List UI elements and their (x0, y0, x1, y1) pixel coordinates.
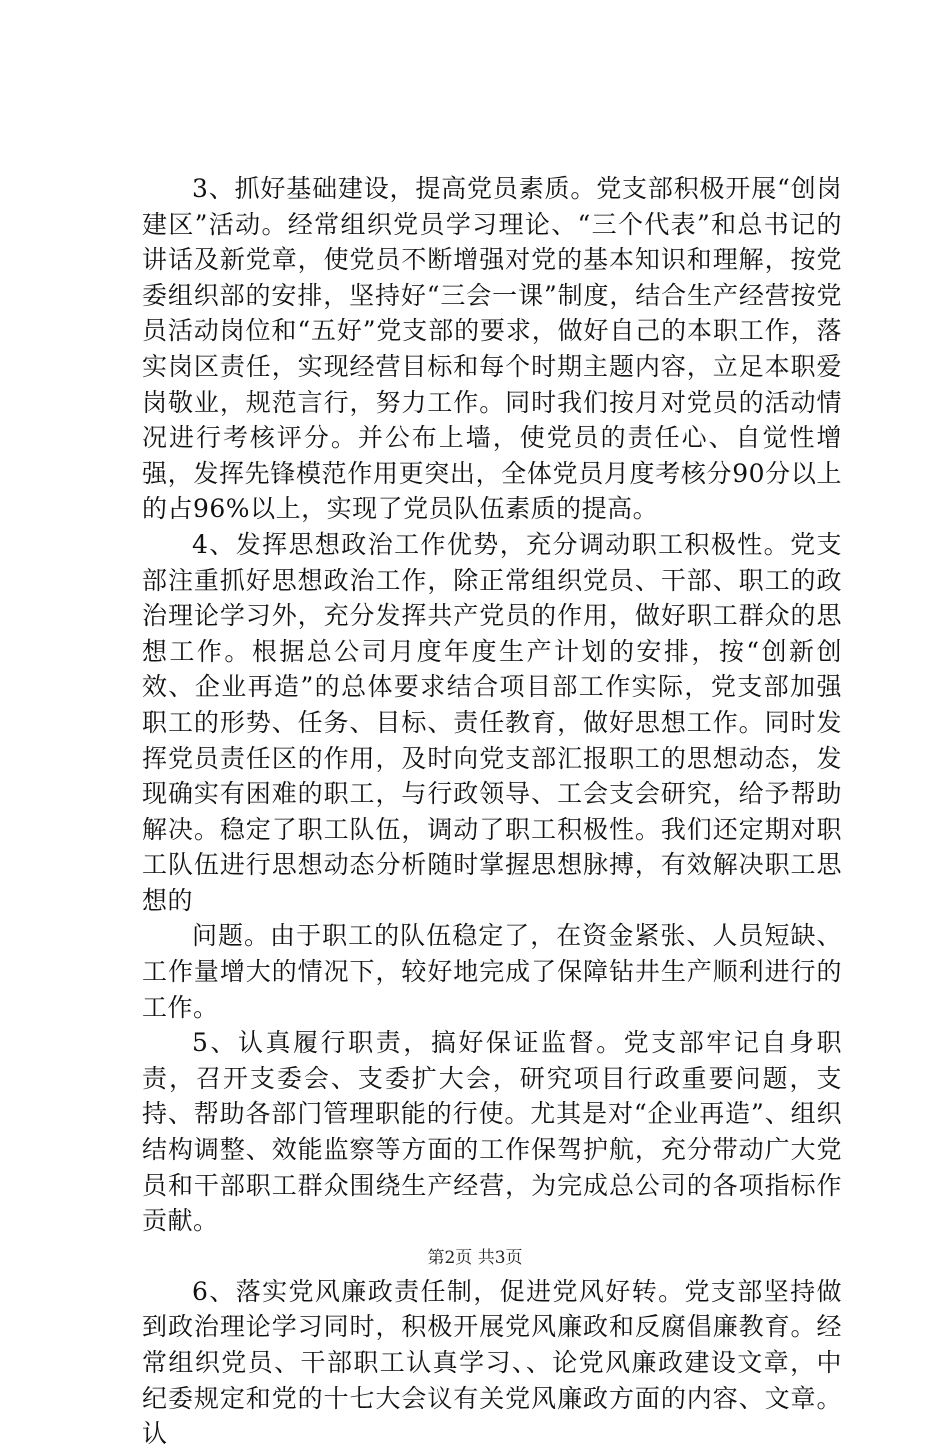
paragraph-4: 4、发挥思想政治工作优势，充分调动职工积极性。党支部注重抓好思想政治工作，除正常组织党员、干部、职工的政治理论学习外，充分发挥共产党员的作用，做好职工群众的思想工作。根据总公司月度年度生产计划的安排，按“创新创效、企业再造”的总体要求结合项目部工作实际，党支部加强职工的形势、任务、目标、责任教育，做好思想工作。同时发挥党员责任区的作用，及时向党支部汇报职工的思想动态，发现确实有困难的职工，与行政领导、工会支会研究，给予帮助解决。稳定了职工队伍，调动了职工积极性。我们还定期对职工队伍进行思想动态分析随时掌握思想脉搏，有效解决职工思想的 (142, 529, 842, 915)
paragraph-3: 3、抓好基础建设，提高党员素质。党支部积极开展“创岗建区”活动。经常组织党员学习理论、“三个代表”和总书记的讲话及新党章，使党员不断增强对党的基本知识和理解，按党委组织部的安排，坚持好“三会一课”制度，结合生产经营按党员活动岗位和“五好”党支部的要求，做好自己的本职工作，落实岗区责任，实现经营目标和每个时期主题内容，立足本职爱岗敬业，规范言行，努力工作。同时我们按月对党员的活动情况进行考核评分。并公布上墙，使党员的责任心、自觉性增强，发挥先锋模范作用更突出，全体党员月度考核分90分以上的占96%以上，实现了党员队伍素质的提高。 (142, 174, 842, 524)
paragraph-4-continuation: 问题。由于职工的队伍稳定了，在资金紧张、人员短缺、工作量增大的情况下，较好地完成了保障钻井生产顺利进行的工作。 (142, 921, 842, 1022)
paragraph-6: 6、落实党风廉政责任制，促进党风好转。党支部坚持做到政治理论学习同时，积极开展党风廉政和反腐倡廉教育。经常组织党员、干部职工认真学习、、论党风廉政建设文章，中纪委规定和党的十七大会议有关党风廉政方面的内容、文章。认 (142, 1276, 842, 1449)
page-footer: 第2页 共3页 (427, 1248, 523, 1268)
paragraph-5: 5、认真履行职责，搞好保证监督。党支部牢记自身职责，召开支委会、支委扩大会，研究项目行政重要问题，支持、帮助各部门管理职能的行使。尤其是对“企业再造”、组织结构调整、效能监察等方面的工作保驾护航，充分带动广大党员和干部职工群众围绕生产经营，为完成总公司的各项指标作贡献。 (142, 1028, 842, 1236)
